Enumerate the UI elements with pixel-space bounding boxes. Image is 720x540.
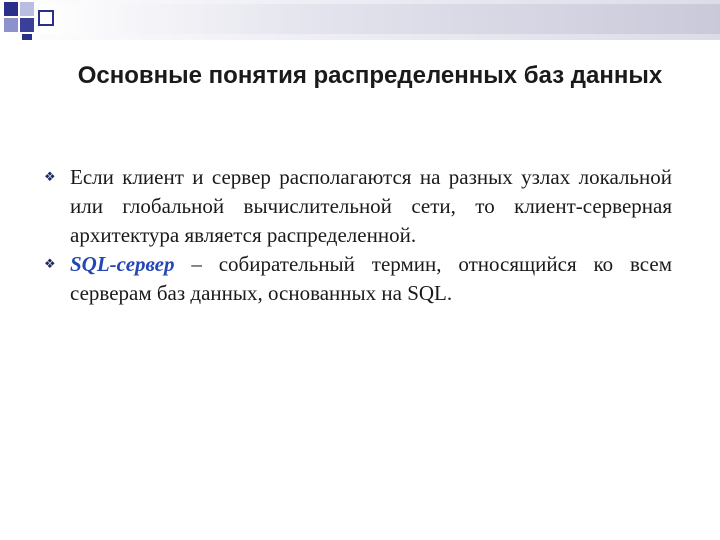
corner-logo-squares bbox=[0, 0, 60, 40]
header-gradient-stripe bbox=[40, 4, 720, 34]
bullet-term: SQL-сервер bbox=[70, 252, 175, 276]
slide-title: Основные понятия распределенных баз данных bbox=[77, 62, 663, 89]
square-decoration bbox=[22, 34, 32, 40]
bullet-list bbox=[42, 163, 672, 308]
square-decoration bbox=[38, 10, 54, 26]
square-decoration bbox=[20, 18, 34, 32]
header-band bbox=[0, 0, 720, 40]
square-decoration bbox=[4, 2, 18, 16]
square-decoration bbox=[20, 2, 34, 16]
diamond-bullet-icon: ❖ bbox=[44, 256, 56, 271]
diamond-bullet-icon: ❖ bbox=[44, 169, 56, 184]
bullet-item bbox=[42, 163, 672, 250]
bullet-text: – собирательный термин, относящийся ко всем серверам баз данных, основанных на SQL. bbox=[70, 252, 672, 305]
square-decoration bbox=[4, 18, 18, 32]
bullet-item bbox=[42, 250, 672, 308]
bullet-text: Если клиент и сервер располагаются на разных узлах локальной или глобальной вычислительной сети, то клиент-серверная архитектура является распределенной. bbox=[70, 165, 672, 247]
